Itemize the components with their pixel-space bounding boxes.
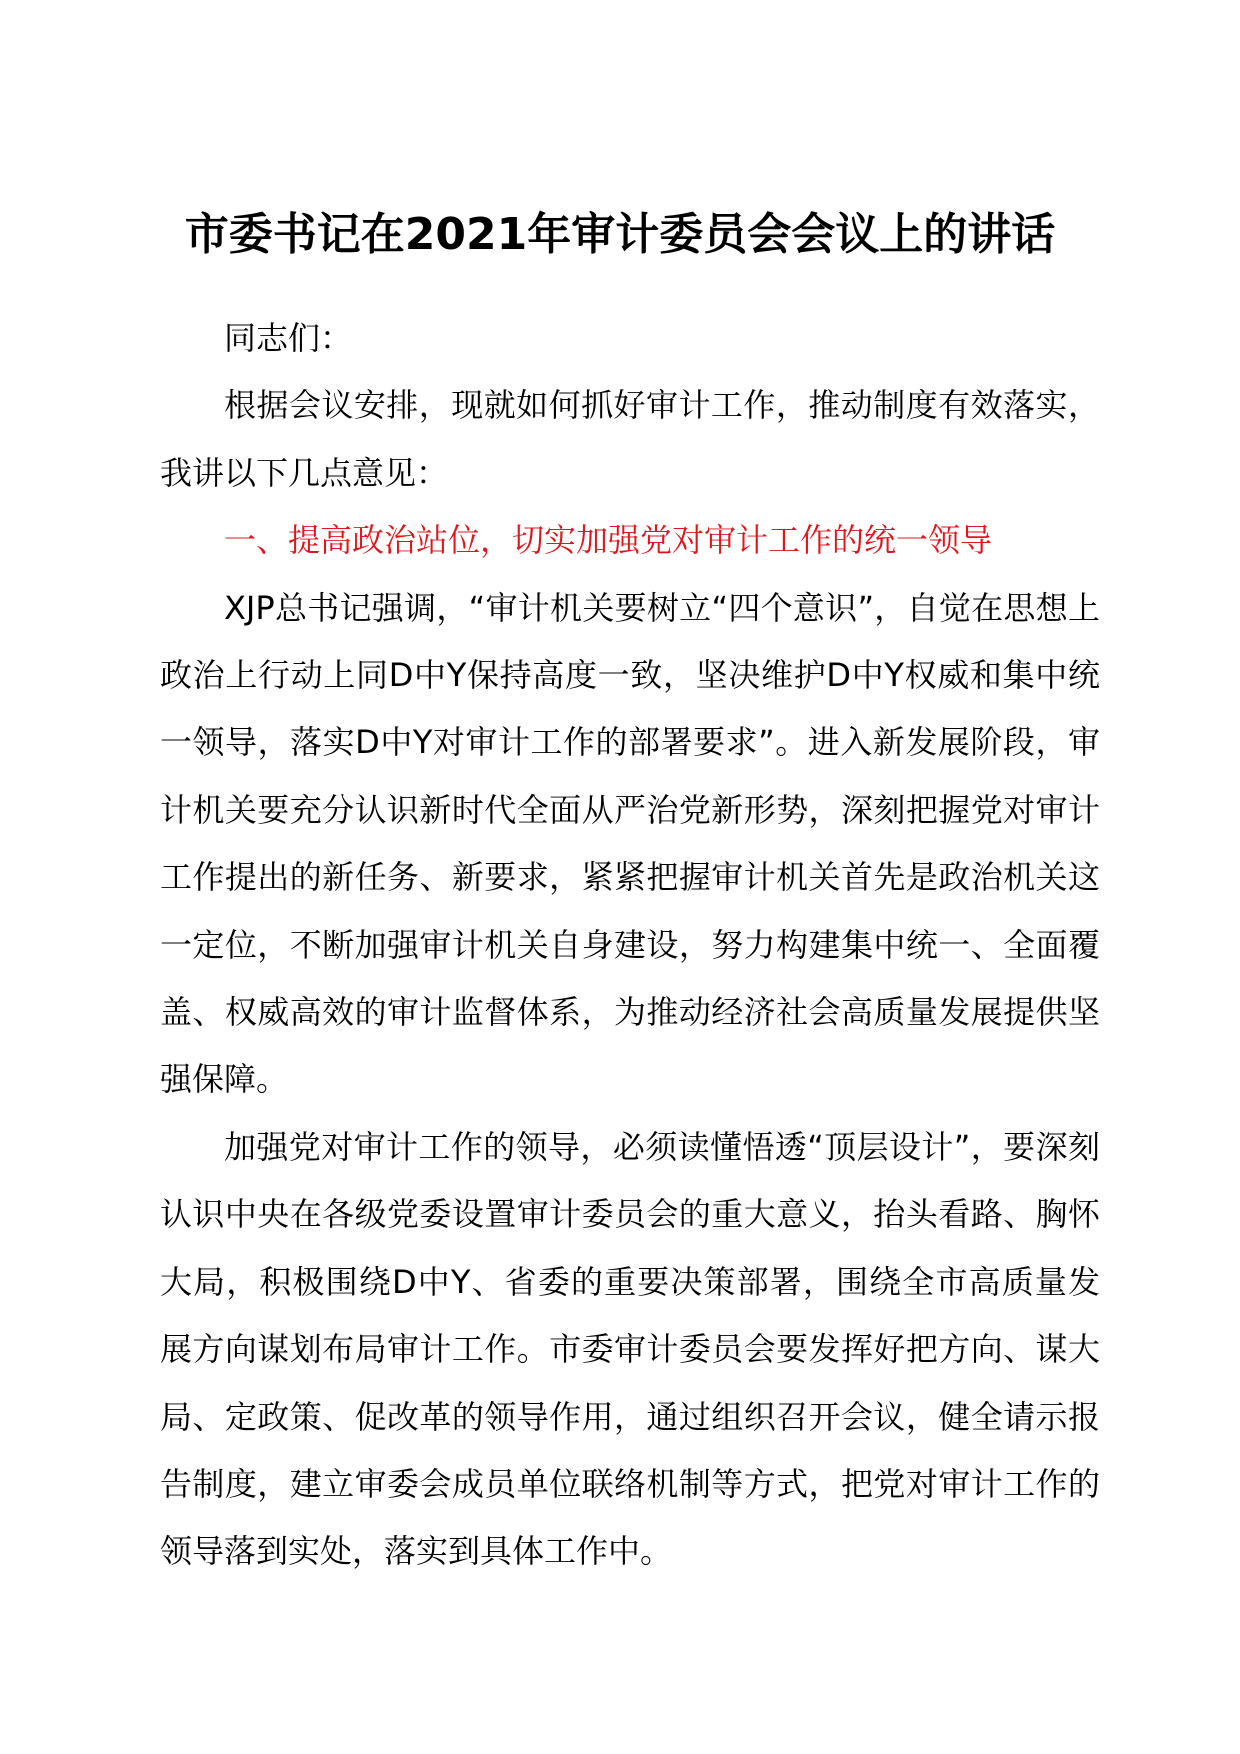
salutation: 同志们： (224, 319, 353, 357)
body-paragraph-2: 加强党对审计工作的领导，必须读懂悟透“顶层设计”，要深刻认识中央在各级党委设置审计委员会的重大意义，抬头看路、胸怀大局，积极围绕D中Y、省委的重要决策部署，围绕全市高质量发展方向谋划布局审计工作。市委审计委员会要发挥好把方向、谋大局、定政策、促改革的领导作用，通过组织召开会议，健全请示报告制度，建立审委会成员单位联络机制等方式，把党对审计工作的领导落到实处，落实到具体工作中。 (160, 1127, 1100, 1571)
document-title: 市委书记在2021年审计委员会会议上的讲话 (184, 209, 1056, 260)
document-body (160, 305, 1100, 1586)
body-paragraph-1: XJP总书记强调，“审计机关要树立“四个意识”，自觉在思想上政治上行动上同D中Y保持高度一致，坚决维护D中Y权威和集中统一领导，落实D中Y对审计工作的部署要求”。进入新发展阶段，审计机关要充分认识新时代全面从严治党新形势，深刻把握党对审计工作提出的新任务、新要求，紧紧把握审计机关首先是政治机关这一定位，不断加强审计机关自身建设，努力构建集中统一、全面覆盖、权威高效的审计监督体系，为推动经济社会高质量发展提供坚强保障。 (160, 588, 1100, 1099)
section-heading: 一、提高政治站位，切实加强党对审计工作的统一领导 (224, 521, 993, 560)
intro-paragraph: 根据会议安排，现就如何抓好审计工作，推动制度有效落实，我讲以下几点意见： (160, 386, 1100, 492)
